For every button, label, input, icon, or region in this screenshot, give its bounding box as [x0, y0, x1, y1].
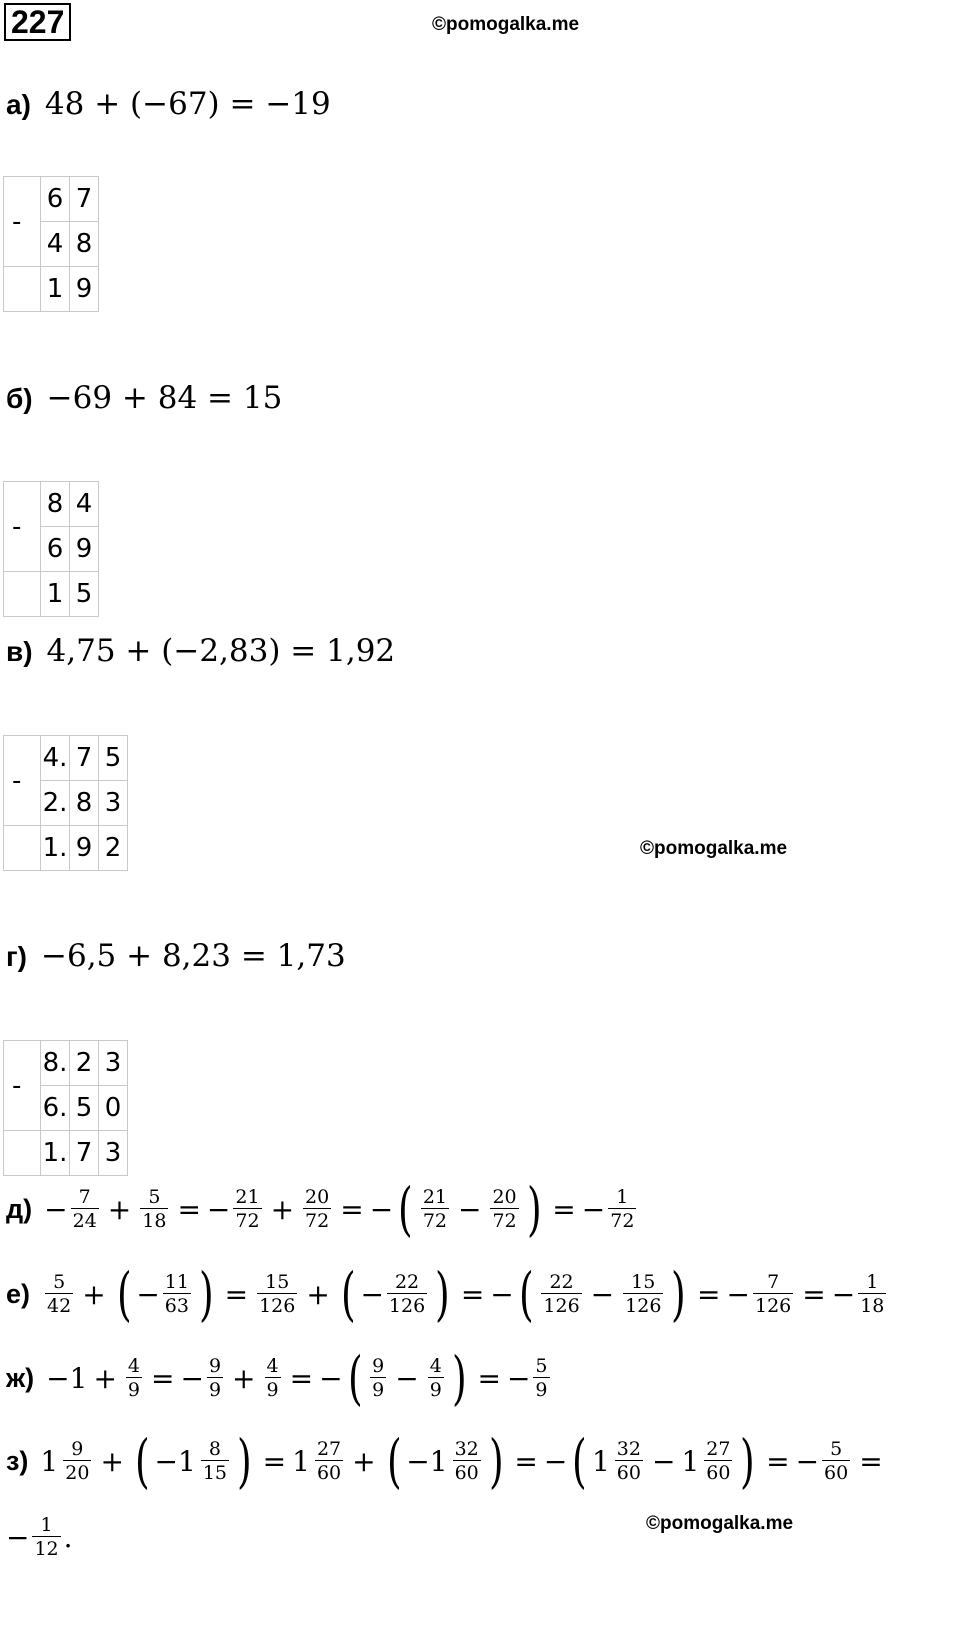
equals: = — [460, 1277, 485, 1311]
digit: 2 — [99, 826, 128, 871]
plus: + — [352, 1444, 376, 1478]
watermark-top: ©pomogalka.me — [432, 14, 580, 35]
watermark-middle: ©pomogalka.me — [640, 838, 788, 859]
whole-one: 1 — [591, 1444, 610, 1478]
minus: − — [406, 1444, 430, 1478]
watermark-bottom: ©pomogalka.me — [646, 1513, 794, 1534]
minus-sign: - — [4, 482, 41, 572]
digit: 7 — [70, 177, 99, 222]
fraction — [858, 1271, 886, 1317]
empty-cell — [4, 572, 41, 617]
digit: 8. — [41, 1041, 70, 1086]
minus: − — [395, 1361, 419, 1395]
fraction — [822, 1438, 850, 1484]
denominator: 9 — [208, 1379, 222, 1401]
part-zh-label: ж) — [6, 1362, 35, 1393]
numerator: 1 — [616, 1186, 629, 1208]
fraction — [140, 1186, 168, 1232]
denominator: 72 — [305, 1210, 330, 1232]
right-paren: ) — [526, 1175, 542, 1243]
fraction — [608, 1186, 636, 1232]
fraction — [63, 1438, 91, 1484]
minus: − — [369, 1192, 394, 1226]
part-d-equation — [6, 1175, 639, 1243]
fraction — [541, 1271, 581, 1317]
equals: = — [289, 1361, 314, 1395]
fraction — [163, 1271, 191, 1317]
fraction — [370, 1355, 386, 1401]
denominator: 9 — [266, 1379, 279, 1401]
fraction — [32, 1514, 60, 1560]
part-b-column-subtraction — [3, 481, 99, 617]
denominator: 24 — [72, 1210, 97, 1232]
minus: − — [46, 1361, 70, 1395]
fraction — [421, 1186, 449, 1232]
equals: = — [766, 1444, 790, 1478]
equals: = — [262, 1444, 287, 1478]
numerator: 27 — [706, 1438, 731, 1460]
digit: 4. — [41, 736, 70, 781]
minus: − — [581, 1192, 606, 1226]
fraction — [533, 1355, 549, 1401]
digit: 1 — [41, 267, 70, 312]
numerator: 27 — [316, 1438, 342, 1460]
denominator: 60 — [454, 1462, 479, 1484]
numerator: 5 — [53, 1271, 66, 1293]
fraction — [623, 1271, 663, 1317]
digit: 3 — [99, 781, 128, 826]
fraction — [71, 1186, 99, 1232]
plus: + — [270, 1192, 295, 1226]
denominator: 9 — [372, 1379, 385, 1401]
denominator: 72 — [492, 1210, 517, 1232]
denominator: 9 — [429, 1379, 442, 1401]
plus: + — [107, 1192, 132, 1226]
denominator: 126 — [543, 1295, 580, 1317]
equals: = — [802, 1277, 826, 1311]
fraction — [303, 1186, 331, 1232]
denominator: 72 — [235, 1210, 260, 1232]
fraction — [615, 1438, 643, 1484]
part-z-continuation — [6, 1514, 73, 1560]
digit: 5 — [70, 572, 99, 617]
denominator: 60 — [706, 1462, 731, 1484]
part-z-equation — [6, 1427, 889, 1495]
numerator: 20 — [305, 1186, 330, 1208]
digit: 6 — [41, 527, 70, 572]
part-e-label: е) — [6, 1278, 31, 1309]
equals: = — [224, 1277, 249, 1311]
empty-cell — [4, 826, 41, 871]
denominator: 9 — [535, 1379, 548, 1401]
fraction — [126, 1355, 142, 1401]
numerator: 5 — [830, 1438, 843, 1460]
fraction — [45, 1271, 73, 1317]
minus: − — [590, 1277, 615, 1311]
equals: = — [151, 1361, 175, 1395]
equals: = — [477, 1361, 501, 1395]
plus: + — [306, 1277, 330, 1311]
right-paren: ) — [671, 1260, 687, 1328]
fraction — [453, 1438, 481, 1484]
fraction — [265, 1355, 281, 1401]
numerator: 32 — [454, 1438, 479, 1460]
fraction — [753, 1271, 793, 1317]
numerator: 22 — [394, 1271, 420, 1293]
denominator: 18 — [860, 1295, 885, 1317]
numerator: 5 — [148, 1186, 161, 1208]
digit: 5 — [99, 736, 128, 781]
minus: − — [360, 1277, 384, 1311]
right-paren: ) — [236, 1427, 252, 1495]
part-b-equation — [6, 376, 282, 421]
digit: 3 — [99, 1131, 128, 1176]
minus: − — [506, 1361, 531, 1395]
denominator: 60 — [824, 1462, 849, 1484]
numerator: 7 — [78, 1186, 91, 1208]
denominator: 63 — [164, 1295, 189, 1317]
right-paren: ) — [488, 1427, 504, 1495]
part-d-label: д) — [6, 1193, 33, 1224]
minus: − — [6, 1520, 30, 1554]
plus: + — [232, 1361, 256, 1395]
part-z-label: з) — [6, 1445, 29, 1476]
numerator: 11 — [164, 1271, 189, 1293]
minus: − — [136, 1277, 160, 1311]
part-v-column-subtraction — [3, 735, 128, 871]
digit: 9 — [70, 826, 99, 871]
right-paren: ) — [451, 1344, 467, 1412]
digit: 4 — [70, 482, 99, 527]
part-a-equation — [6, 82, 331, 127]
numerator: 4 — [429, 1355, 442, 1377]
digit: 2. — [41, 781, 70, 826]
digit: 7 — [70, 736, 99, 781]
numerator: 15 — [631, 1271, 656, 1293]
minus-sign: - — [4, 736, 41, 826]
denominator: 126 — [625, 1295, 662, 1317]
minus: − — [180, 1361, 204, 1395]
minus-sign: - — [4, 177, 41, 267]
right-paren: ) — [435, 1260, 450, 1328]
part-a-expression: 48 + (−67) = −19 — [44, 86, 331, 122]
fraction — [387, 1271, 427, 1317]
numerator: 4 — [127, 1355, 140, 1377]
whole-one: 1 — [681, 1444, 700, 1478]
digit: 0 — [99, 1086, 128, 1131]
denominator: 60 — [616, 1462, 641, 1484]
denominator: 126 — [388, 1295, 426, 1317]
minus: − — [726, 1277, 750, 1311]
fraction — [201, 1438, 229, 1484]
period: . — [63, 1520, 73, 1554]
plus: + — [100, 1444, 124, 1478]
fraction — [233, 1186, 261, 1232]
digit: 1. — [41, 1131, 70, 1176]
part-v-equation — [6, 629, 395, 674]
denominator: 42 — [47, 1295, 72, 1317]
numerator: 9 — [208, 1355, 222, 1377]
fraction — [428, 1355, 444, 1401]
part-zh-equation — [6, 1344, 553, 1412]
numerator: 1 — [40, 1514, 53, 1536]
equals: = — [859, 1444, 883, 1478]
left-paren: ( — [572, 1427, 588, 1495]
digit: 7 — [70, 1131, 99, 1176]
numerator: 8 — [208, 1438, 221, 1460]
digit: 9 — [70, 527, 99, 572]
minus: − — [319, 1361, 343, 1395]
numerator: 21 — [235, 1186, 260, 1208]
digit: 1. — [41, 826, 70, 871]
plus: + — [93, 1361, 117, 1395]
digit: 6 — [41, 177, 70, 222]
digit: 1 — [41, 572, 70, 617]
numerator: 9 — [372, 1355, 385, 1377]
part-g-label: г) — [6, 941, 27, 972]
part-a-label: а) — [6, 89, 31, 120]
digit: 9 — [70, 267, 99, 312]
minus: − — [154, 1444, 179, 1478]
numerator: 4 — [266, 1355, 279, 1377]
numerator: 32 — [616, 1438, 641, 1460]
denominator: 9 — [127, 1379, 140, 1401]
denominator: 126 — [754, 1295, 792, 1317]
whole-one: 1 — [40, 1444, 59, 1478]
digit: 4 — [41, 222, 70, 267]
digit: 8 — [70, 222, 99, 267]
problem-number: 227 — [4, 3, 71, 41]
minus: − — [44, 1192, 68, 1226]
fraction — [704, 1438, 732, 1484]
numerator: 5 — [535, 1355, 548, 1377]
whole-one: 1 — [429, 1444, 448, 1478]
denominator: 18 — [142, 1210, 167, 1232]
left-paren: ( — [398, 1175, 413, 1243]
minus: − — [490, 1277, 514, 1311]
left-paren: ( — [347, 1344, 363, 1412]
denominator: 72 — [422, 1210, 447, 1232]
denominator: 15 — [202, 1462, 228, 1484]
fraction — [207, 1355, 223, 1401]
minus: − — [543, 1444, 568, 1478]
whole-one: 1 — [178, 1444, 196, 1478]
minus: − — [206, 1192, 231, 1226]
digit: 8 — [70, 781, 99, 826]
left-paren: ( — [134, 1427, 150, 1495]
part-e-equation — [6, 1260, 889, 1328]
minus: − — [651, 1444, 676, 1478]
part-b-label: б) — [6, 383, 33, 414]
fraction — [315, 1438, 343, 1484]
whole-one: 1 — [292, 1444, 310, 1478]
minus-sign: - — [4, 1041, 41, 1131]
equals: = — [177, 1192, 201, 1226]
numerator: 1 — [866, 1271, 879, 1293]
digit: 5 — [70, 1086, 99, 1131]
digit: 2 — [70, 1041, 99, 1086]
numerator: 20 — [492, 1186, 517, 1208]
numerator: 7 — [767, 1271, 780, 1293]
left-paren: ( — [340, 1260, 356, 1328]
empty-cell — [4, 267, 41, 312]
denominator: 72 — [610, 1210, 635, 1232]
part-a-column-subtraction — [3, 176, 99, 312]
minus: − — [795, 1444, 820, 1478]
right-paren: ) — [740, 1427, 756, 1495]
numerator: 9 — [71, 1438, 84, 1460]
left-paren: ( — [386, 1427, 402, 1495]
right-paren: ) — [198, 1260, 214, 1328]
digit: 6. — [41, 1086, 70, 1131]
numerator: 21 — [422, 1186, 447, 1208]
denominator: 12 — [34, 1538, 59, 1560]
fraction — [257, 1271, 297, 1317]
part-v-label: в) — [6, 636, 33, 667]
left-paren: ( — [116, 1260, 132, 1328]
denominator: 126 — [259, 1295, 296, 1317]
minus: − — [458, 1192, 482, 1226]
denominator: 60 — [316, 1462, 342, 1484]
numerator: 15 — [265, 1271, 290, 1293]
part-g-expression: −6,5 + 8,23 = 1,73 — [41, 938, 346, 974]
equals: = — [697, 1277, 721, 1311]
whole-one: 1 — [69, 1361, 88, 1395]
plus: + — [82, 1277, 106, 1311]
equals: = — [514, 1444, 538, 1478]
equals: = — [552, 1192, 576, 1226]
digit: 8 — [41, 482, 70, 527]
numerator: 22 — [549, 1271, 574, 1293]
part-g-equation — [6, 934, 346, 979]
digit: 3 — [99, 1041, 128, 1086]
left-paren: ( — [518, 1260, 534, 1328]
equals: = — [340, 1192, 364, 1226]
denominator: 20 — [65, 1462, 90, 1484]
part-g-column-subtraction — [3, 1040, 128, 1176]
part-v-expression: 4,75 + (−2,83) = 1,92 — [46, 633, 396, 669]
empty-cell — [4, 1131, 41, 1176]
fraction — [490, 1186, 518, 1232]
part-b-expression: −69 + 84 = 15 — [46, 380, 283, 416]
minus: − — [831, 1277, 856, 1311]
